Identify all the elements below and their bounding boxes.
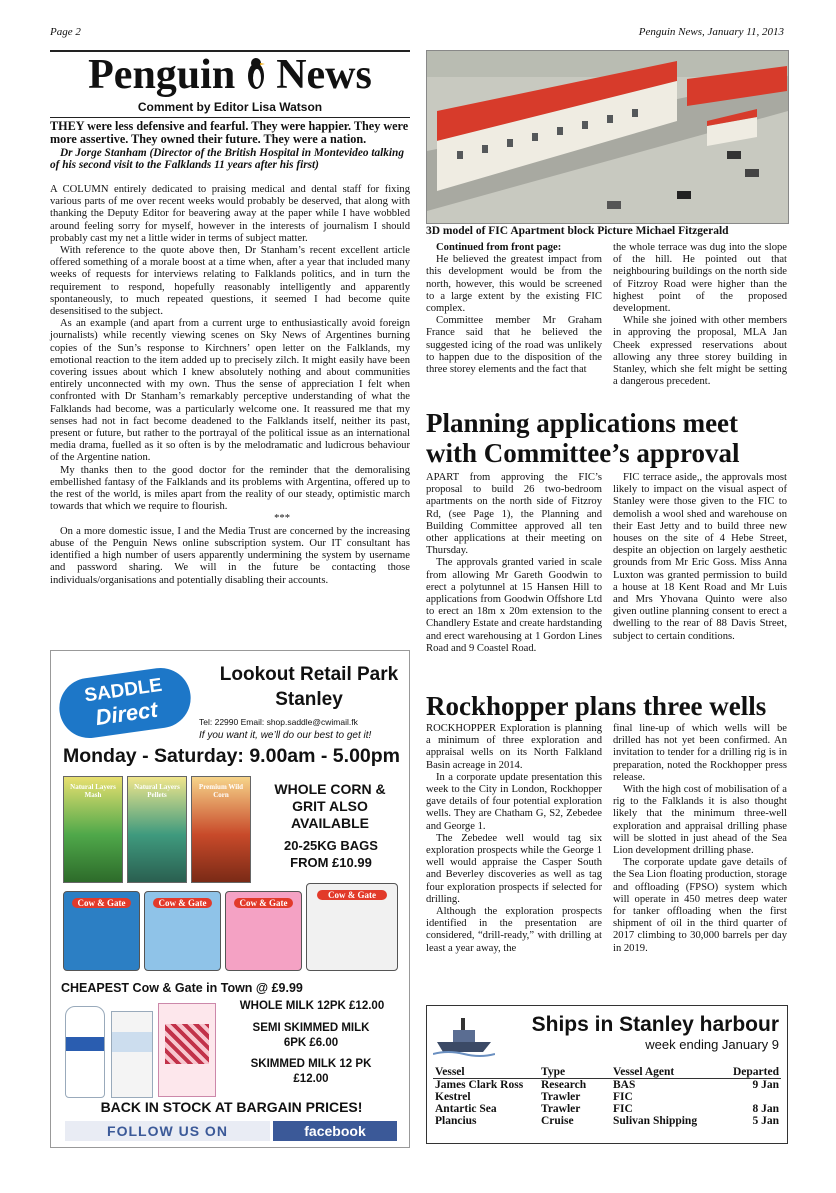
type-cell: Research <box>541 1079 587 1091</box>
formula-tin <box>225 891 302 971</box>
departed-cell <box>725 1091 781 1103</box>
agent-cell: BAS <box>613 1079 636 1091</box>
masthead-title-right: News <box>276 52 372 98</box>
rockhopper-paragraph: The Zebedee well would tag six exploration prospects while the George 1 well would appraise the Casper South and Beverley discoveries as well as tag four exploration prospects if selected for drilling. <box>426 832 602 905</box>
logo-line-2: Direct <box>93 696 160 731</box>
editorial-paragraph: With reference to the quote above then, Dr Stanham’s recent excellent article offered something of a morale boost at a time when, after a year that included many weeks of requests for interviews relating to Falklands politics, and in turn the requirement to respond, hopefully reasonably intelligently and apparently spontaneously, to much repeated questions, it seemed I had become quite desensitised to the subject. <box>50 245 410 318</box>
ad-milk-skimmed: SKIMMED MILK 12 PK £12.00 <box>250 1058 372 1085</box>
feed-bag <box>191 776 251 883</box>
ad-corn: WHOLE CORN & GRIT ALSO AVAILABLE <box>274 781 386 831</box>
saddle-direct-logo <box>55 664 194 742</box>
ships-col-departed: Departed <box>725 1066 781 1079</box>
feed-bag <box>63 776 123 883</box>
feed-bag-label: Natural Layers Pellets <box>134 783 180 799</box>
ad-follow: FOLLOW US ON <box>65 1121 270 1141</box>
logo-line-1: SADDLE <box>83 674 164 707</box>
feed-bag-label: Premium Wild Corn <box>198 783 244 799</box>
facebook-logo[interactable]: facebook <box>273 1121 397 1141</box>
table-row <box>433 1079 781 1092</box>
editorial-paragraph: A COLUMN entirely dedicated to praising medical and dental staff for fixing various parts of me over recent weeks would probably be deserved, that along with thanking the Deputy Editor for beavering away at the paper while I have wobbled around feeling sorry for myself, however in the interests of journalism I should probably cast my net a little wider in terms of subject matter. <box>50 184 410 244</box>
cereal-box-icon <box>158 1003 216 1097</box>
planning-paragraph: FIC terrace aside,, the approvals most likely to impact on the visual aspect of Stanley were those given to the FIC to demolish a wool shed and warehouse on their East Jetty and to build three new houses on the site of 4 Hebe Street, despite an objection on largely aesthetic grounds from Mr Eric Goss. Miss Anna Luxton was granted permission to build a house at 18 Kent Road and Mr Luis and Mrs Yhovana Quinto were also given outline planning consent to erect a dwelling to the rear of 88 Davis Street, subject to certain conditions. <box>613 472 787 642</box>
milk-carton-icon <box>111 1011 153 1098</box>
rockhopper-paragraph: ROCKHOPPER Exploration is planning a minimum of three exploration and appraisal wells on its North Falkland Basin acreage in 2014. <box>426 723 602 771</box>
ships-col-vessel: Vessel <box>433 1066 539 1079</box>
photo-caption: 3D model of FIC Apartment block Picture Michael Fitzgerald <box>426 225 729 237</box>
rockhopper-col2 <box>613 723 787 955</box>
ad-park: Lookout Retail Park <box>219 664 399 685</box>
planning-continued-col1 <box>426 242 602 376</box>
table-row <box>433 1115 781 1127</box>
type-cell: Trawler <box>541 1091 581 1103</box>
ships-table <box>433 1066 781 1127</box>
planning-paragraph: Committee member Mr Graham France said that he believed the suggested icing of the road was unlikely to happen due to the disposition of the three storey elements and the fact that <box>426 315 602 376</box>
feed-bag-label: Natural Layers Mash <box>70 783 116 799</box>
editorial-quote: THEY were less defensive and fearful. They were happier. They were more assertive. They owned their future. They were a nation. <box>50 119 409 146</box>
editorial-attribution: Dr Jorge Stanham (Director of the British Hospital in Montevideo talking of his second visit to the Falklands 11 years after his first) <box>50 147 404 171</box>
masthead-title-left: Penguin <box>88 52 236 98</box>
vessel-cell: James Clark Ross <box>435 1079 524 1091</box>
departed-cell: 9 Jan <box>752 1079 779 1091</box>
type-cell: Trawler <box>541 1103 581 1115</box>
ships-col-agent: Vessel Agent <box>611 1066 725 1079</box>
planning-col2 <box>613 472 787 643</box>
ships-table-wrap <box>433 1066 781 1127</box>
editorial-paragraph: As an example (and apart from a current urge to enthusiastically avoid foreign journalists) while recently viewing scenes on Sky News of Argentines burning copies of the Sun’s response to Kirchners’ open letter on the Falklands, my emotional reaction to the item added up to precisely zilch. It might easily have been covering issues about which I knew absolutely nothing and about communities entirely unconnected with my own. Thus the sense of appreciation I felt when confronted with Dr Stanham’s remarkably perceptive understanding of what the Falklands had become, was a particularly welcome one. It reassured me that my senses had not in fact become deadened to the Falklands itself, neither its past, present or future, but rather to the portrayal of the political issue as an international media drama, fuelled as it so often is by the melodramatic and ludicrous behaviour of the Argentine nation. <box>50 318 410 464</box>
fic-apartment-photo <box>426 50 789 224</box>
issue-date: Penguin News, January 11, 2013 <box>638 26 784 38</box>
table-row <box>433 1091 781 1103</box>
masthead-title <box>50 52 410 98</box>
vessel-cell: Plancius <box>435 1115 477 1127</box>
editorial-body <box>50 184 410 587</box>
ships-title: Ships in Stanley harbour <box>531 1013 779 1036</box>
ad-contact: Tel: 22990 Email: shop.saddle@cwimail.fk <box>199 717 358 727</box>
saddle-direct-ad <box>50 650 410 1148</box>
fic-apartment-render <box>427 51 788 223</box>
planning-paragraph: APART from approving the FIC’s proposal to build 26 two-bedroom apartments on the north side of Fitzroy Rd, (see Page 1), the Planning and Building Committee approved all ten other applications at their meeting on Thursday. <box>426 472 602 557</box>
planning-paragraph: The approvals granted varied in scale from allowing Mr Gareth Goodwin to erect a polytunnel at 15 Hansen Hill to applications from Goodwin Offshore Ltd to erect an 18m x 20m extension to the Chandlery Estate and create hardstanding and erect warehousing at 1 Gordon Lines Road and 9 Coastel Road. <box>426 557 602 654</box>
page-number: Page 2 <box>50 26 81 38</box>
formula-tin <box>306 883 398 971</box>
vessel-cell: Antartic Sea <box>435 1103 497 1115</box>
planning-col1 <box>426 472 602 655</box>
ad-milk-whole: WHOLE MILK 12PK £12.00 <box>239 1000 385 1012</box>
ships-col-type: Type <box>539 1066 611 1079</box>
formula-tin-label: Cow & Gate <box>317 890 387 900</box>
feed-bag <box>127 776 187 883</box>
ship-icon <box>433 1012 495 1058</box>
planning-paragraph: He believed the greatest impact from this development would be from the north, however, this would be screened to a large extent by the existing FIC complex. <box>426 254 602 315</box>
rockhopper-headline: Rockhopper plans three wells <box>426 691 767 721</box>
formula-tin <box>144 891 221 971</box>
comment-byline: Comment by Editor Lisa Watson <box>137 100 323 114</box>
rockhopper-paragraph: Although the exploration prospects identified in the presentation are considered, “drill-ready,” with drilling at least a year away, the <box>426 906 602 954</box>
editorial-paragraph: My thanks then to the good doctor for the reminder that the demoralising embellished fantasy of the Falklands and its problems with Argentina, offered up to the rest of the world, is miles apart from the reality of our steady, optimistic march towards that which we require to flourish. <box>50 464 410 513</box>
masthead-rule-bottom <box>50 117 410 118</box>
continued-label: Continued from front page: <box>436 242 562 253</box>
ships-header-row <box>433 1066 781 1079</box>
rockhopper-paragraph: With the high cost of mobilisation of a rig to the Falklands it is also thought likely that the minimum three-well exploration and appraisal drilling phase will be slotted in just ahead of the Sea Lion development drilling phase. <box>613 784 787 857</box>
ad-bag-size: 20-25KG BAGS FROM £10.99 <box>284 838 378 870</box>
departed-cell: 5 Jan <box>752 1115 779 1127</box>
vessel-cell: Kestrel <box>435 1091 471 1103</box>
planning-paragraph: the whole terrace was dug into the slope of the hill. He pointed out that neighbouring buildings on the north side of Fitzroy Road were higher than the highest point of the proposed development. <box>613 242 787 315</box>
formula-tin-label: Cow & Gate <box>153 898 212 908</box>
planning-headline: Planning applications meet with Committee’s approval <box>426 408 740 468</box>
agent-cell: FIC <box>613 1103 633 1115</box>
ad-milk-semi: SEMI SKIMMED MILK 6PK £6.00 <box>252 1022 370 1049</box>
type-cell: Cruise <box>541 1115 574 1127</box>
ad-cheapest: CHEAPEST Cow & Gate in Town @ £9.99 <box>61 981 303 995</box>
planning-continued-col2 <box>613 242 787 388</box>
milk-bottle-icon <box>65 1006 105 1098</box>
rockhopper-paragraph: The corporate update gave details of the Sea Lion floating production, storage and offloading (FPSO) system which will operate in 450 metres deep water for tanker offloading when the first shipment of oil in the third quarter of 2017 climbing to 30,000 barrels per day in 2019. <box>613 857 787 954</box>
rockhopper-paragraph: In a corporate update presentation this week to the City in London, Rockhopper gave details of four potential exploration wells. They are Chatham G, S2, Zebedee and George 1. <box>426 771 602 832</box>
editorial-paragraph: On a more domestic issue, I and the Media Trust are concerned by the increasing abuse of the Penguin News online subscription system. Our IT consultant has identified a high number of users apparently undermining the system by username and password sharing. We will in the future be contacting those individuals/organisations and potentially disabling their accounts. <box>50 525 410 586</box>
ships-subtitle: week ending January 9 <box>645 1037 779 1052</box>
editorial-separator: *** <box>274 513 290 525</box>
rockhopper-paragraph: final line-up of which wells will be drilled has not yet been confirmed. An invitation to tender for a drilling rig is in preparation, noted the Rockhopper press release. <box>613 723 787 783</box>
ad-hours: Monday - Saturday: 9.00am - 5.00pm <box>62 745 401 767</box>
planning-paragraph: While she joined with other members in approving the proposal, MLA Jan Cheek expressed reservations about allowing any three storey building in Stanley, which she felt might be setting a dangerous precedent. <box>613 315 787 388</box>
ad-town: Stanley <box>275 689 343 710</box>
table-row <box>433 1103 781 1115</box>
ad-slogan: If you want it, we’ll do our best to get it! <box>199 730 372 741</box>
formula-tin-label: Cow & Gate <box>234 898 293 908</box>
formula-tin-label: Cow & Gate <box>72 898 131 908</box>
formula-tin <box>63 891 140 971</box>
departed-cell: 8 Jan <box>752 1103 779 1115</box>
penguin-logo-icon <box>246 56 266 90</box>
ad-back-in-stock: BACK IN STOCK AT BARGAIN PRICES! <box>100 1099 363 1115</box>
rockhopper-col1 <box>426 723 602 955</box>
agent-cell: FIC <box>613 1091 633 1103</box>
agent-cell: Sulivan Shipping <box>613 1115 698 1127</box>
ships-box <box>426 1005 788 1144</box>
